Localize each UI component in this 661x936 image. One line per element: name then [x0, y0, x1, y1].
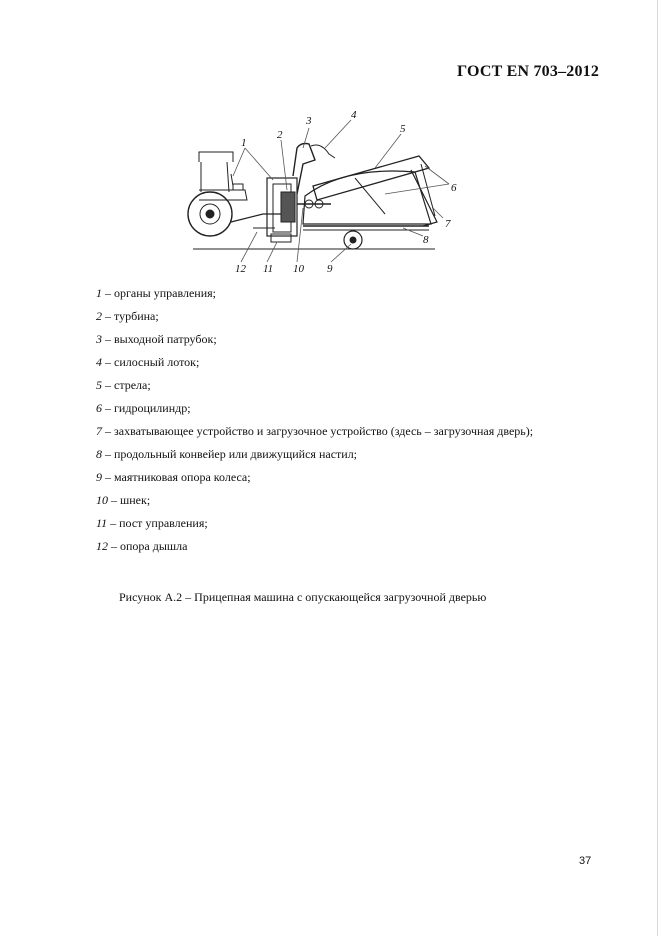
- document-header: ГОСТ EN 703–2012: [457, 63, 600, 80]
- tractor-body: [199, 190, 247, 200]
- legend-text: – турбина;: [105, 309, 159, 323]
- leader-1: [233, 148, 245, 176]
- control-post: [271, 234, 291, 242]
- callout-4: 4: [351, 109, 357, 121]
- callout-6: 6: [451, 182, 457, 194]
- pendulum-hub: [350, 237, 356, 243]
- legend-item: [96, 355, 616, 378]
- callout-10: 10: [293, 263, 304, 275]
- legend-number: 7: [96, 424, 102, 438]
- legend-text: – продольный конвейер или движущийся настил;: [105, 447, 358, 461]
- legend-item: [96, 286, 616, 309]
- leader-4: [325, 120, 351, 148]
- legend-text: – стрела;: [105, 378, 151, 392]
- turbine: [281, 192, 295, 222]
- legend-item: [96, 378, 616, 401]
- leader-11: [267, 242, 277, 262]
- legend-text: – пост управления;: [110, 516, 208, 530]
- legend-text: – захватывающее устройство и загрузочное устройство (здесь – загрузочная дверь);: [105, 424, 534, 438]
- legend-number: 12: [96, 539, 108, 553]
- leader-6b: [385, 184, 449, 194]
- leader-lines: [233, 120, 449, 262]
- legend-text: – шнек;: [111, 493, 151, 507]
- legend-number: 4: [96, 355, 102, 369]
- legend-item: [96, 493, 616, 516]
- legend-item: [96, 539, 616, 562]
- callout-5: 5: [400, 123, 406, 135]
- legend-number: 11: [96, 516, 108, 530]
- legend-text: – маятниковая опора колеса;: [105, 470, 251, 484]
- leader-1b: [245, 148, 273, 180]
- legend-text: – выходной патрубок;: [105, 332, 217, 346]
- legend-number: 1: [96, 286, 102, 300]
- loading-door: [411, 170, 437, 226]
- tractor-axle: [206, 210, 214, 218]
- leader-6: [425, 166, 449, 184]
- controls-box: [233, 184, 243, 190]
- legend-item: [96, 516, 616, 539]
- page-number: 37: [579, 855, 592, 867]
- figure-caption: Рисунок А.2 – Прицепная машина с опускающейся загрузочной дверью: [119, 590, 487, 604]
- machine-figure: [185, 104, 475, 280]
- legend-number: 9: [96, 470, 102, 484]
- leader-9: [331, 244, 351, 262]
- legend-number: 3: [96, 332, 102, 346]
- machine-drawing: [185, 104, 475, 280]
- callout-7: 7: [445, 218, 451, 230]
- hopper-body: [303, 171, 431, 224]
- callout-3: 3: [306, 115, 312, 127]
- boom: [313, 156, 429, 200]
- legend-text: – органы управления;: [105, 286, 216, 300]
- legend-item: [96, 309, 616, 332]
- silo-chute: [311, 145, 335, 158]
- tractor-cab: [201, 162, 229, 192]
- callout-2: 2: [277, 129, 283, 141]
- legend-item: [96, 401, 616, 424]
- legend-number: 10: [96, 493, 108, 507]
- legend-text: – гидроцилиндр;: [105, 401, 191, 415]
- leader-3: [303, 128, 309, 148]
- callout-11: 11: [263, 263, 274, 275]
- legend-item: [96, 332, 616, 355]
- spout: [293, 144, 315, 195]
- legend-text: – силосный лоток;: [105, 355, 200, 369]
- legend-number: 8: [96, 447, 102, 461]
- callout-12: 12: [235, 263, 246, 275]
- legend-number: 6: [96, 401, 102, 415]
- leader-5: [375, 134, 401, 168]
- drawbar: [231, 214, 285, 222]
- legend-number: 5: [96, 378, 102, 392]
- leader-8: [403, 228, 423, 236]
- leader-12: [241, 232, 257, 262]
- legend-text: – опора дышла: [111, 539, 188, 553]
- callout-8: 8: [423, 234, 429, 246]
- page-edge: [657, 0, 658, 936]
- legend-list: [96, 286, 616, 562]
- legend-item: [96, 447, 616, 470]
- legend-number: 2: [96, 309, 102, 323]
- legend-item: [96, 424, 616, 447]
- callout-9: 9: [327, 263, 333, 275]
- hydraulic-cylinder: [355, 178, 385, 214]
- tractor-roof: [199, 152, 233, 162]
- leader-10: [297, 208, 303, 262]
- legend-item: [96, 470, 616, 493]
- callout-1: 1: [241, 137, 247, 149]
- leader-2: [281, 140, 287, 190]
